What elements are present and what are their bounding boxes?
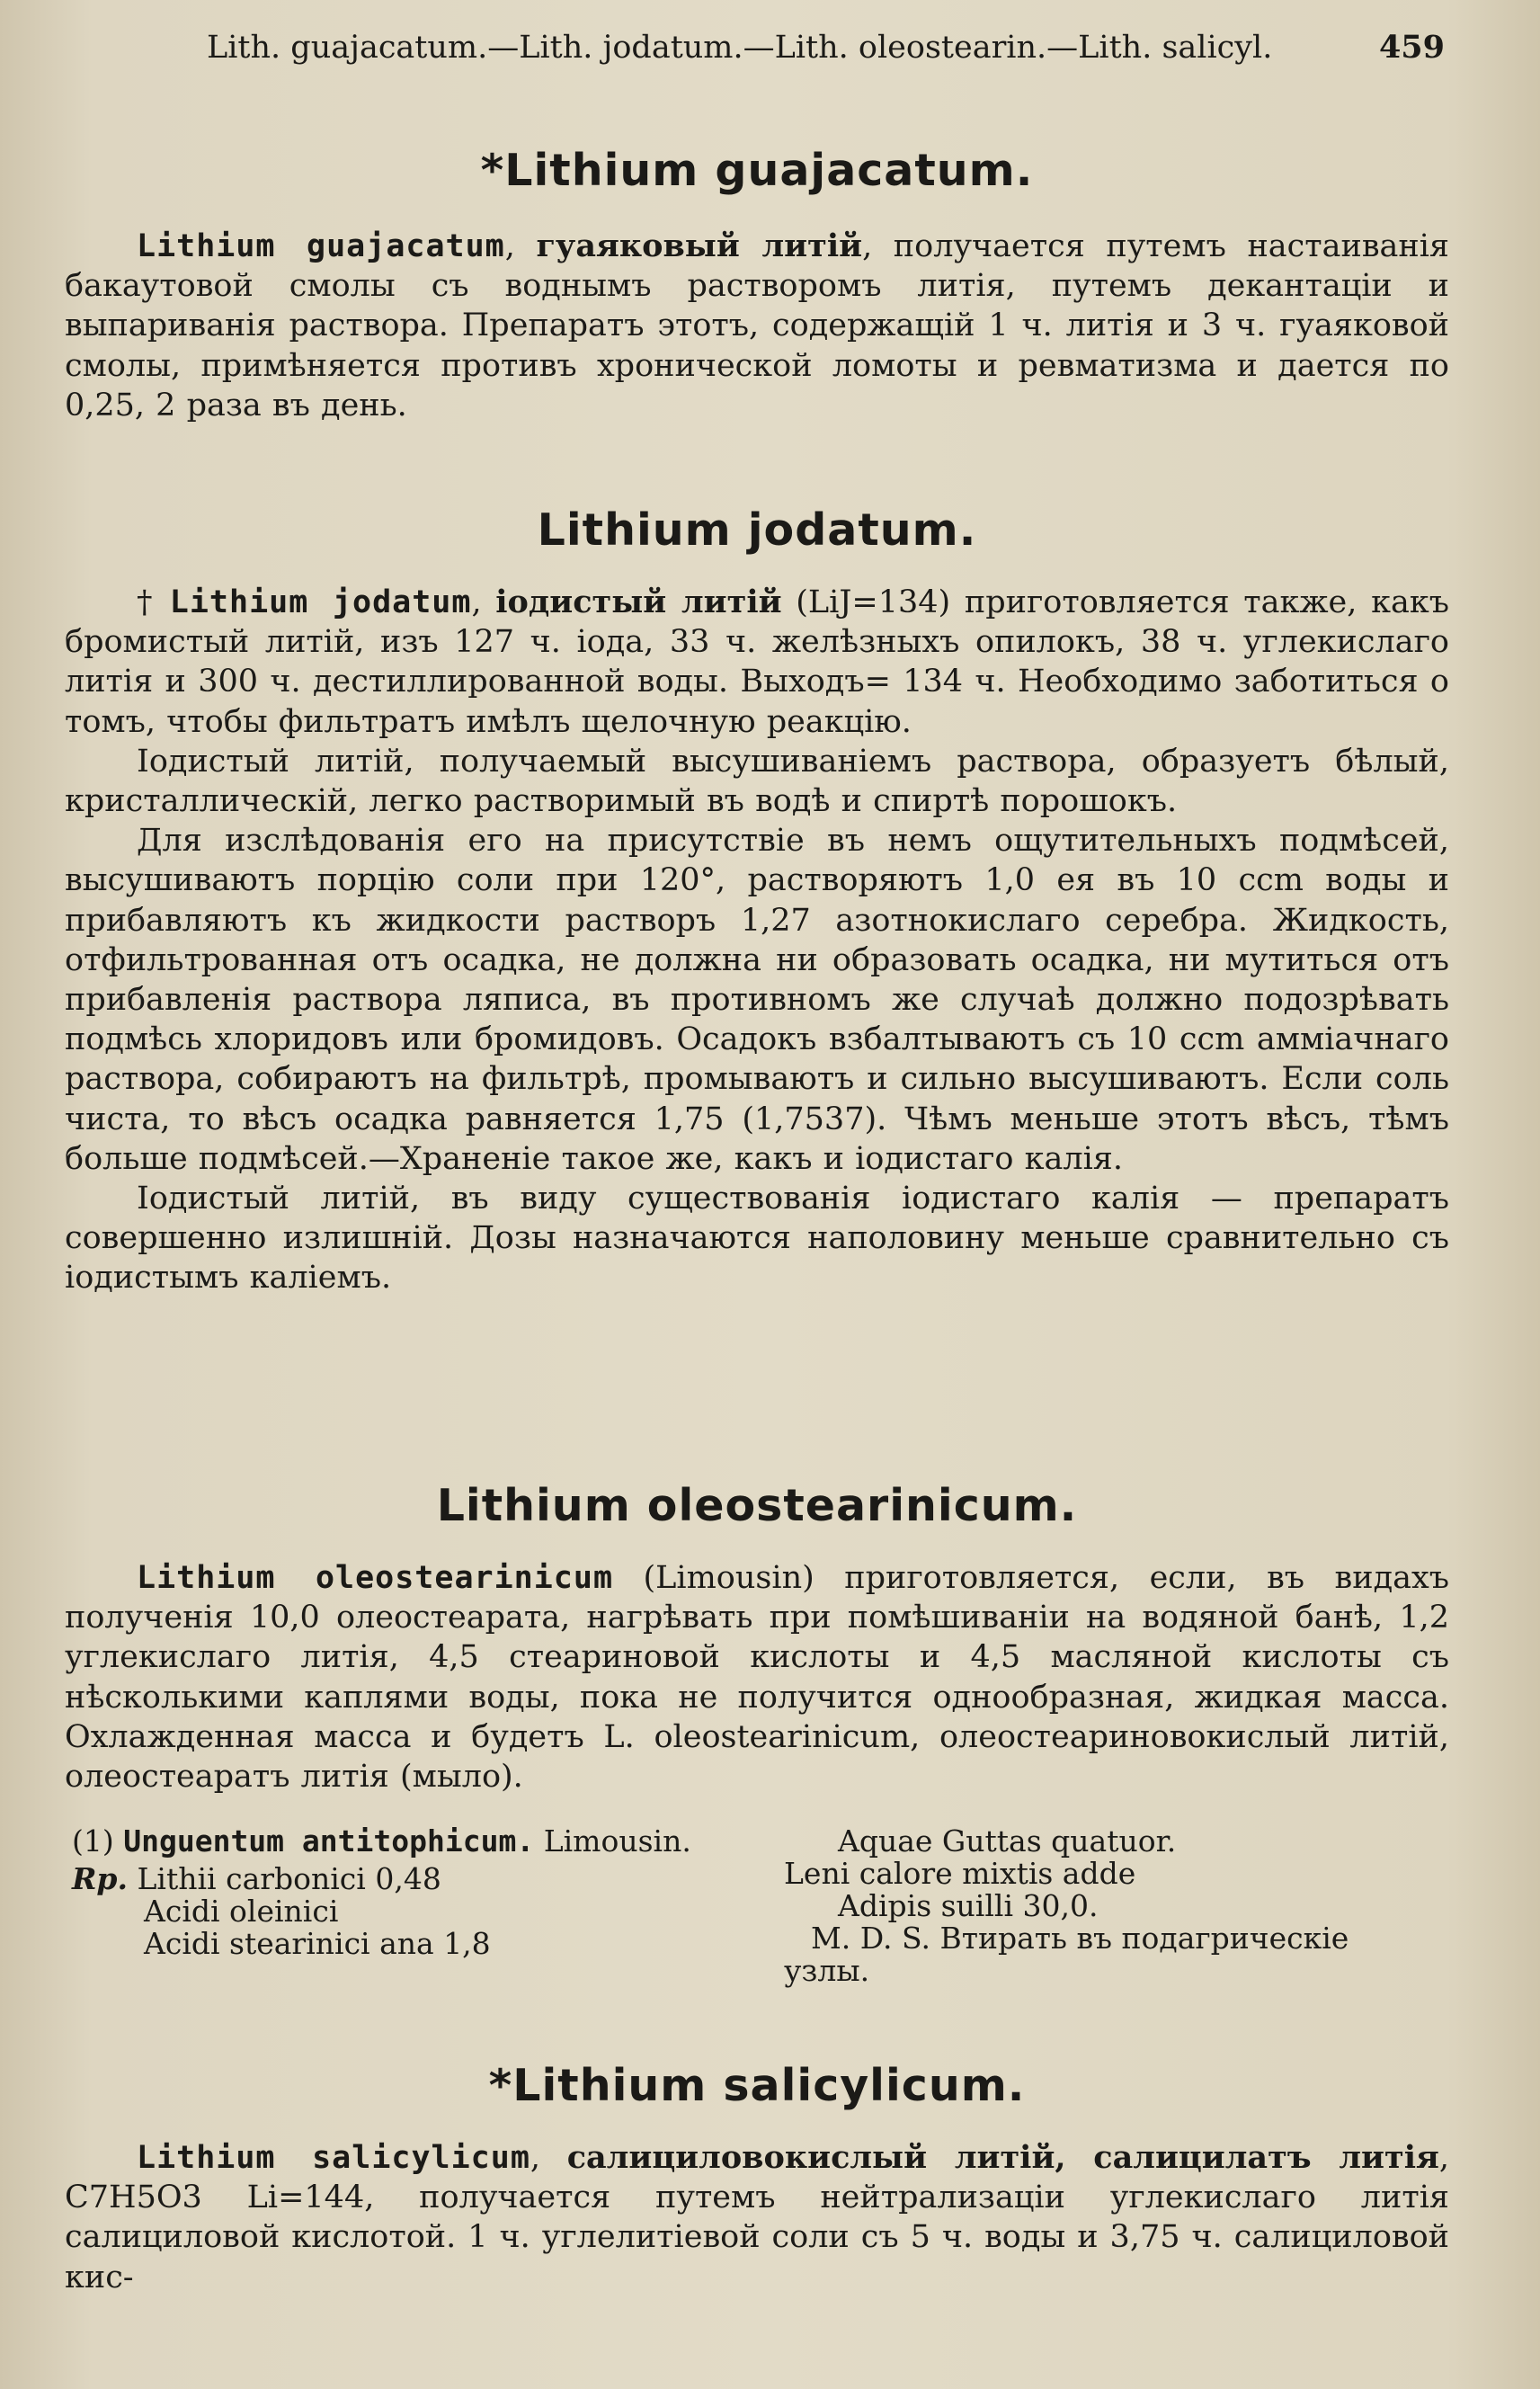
paragraph: Іодистый литій, получаемый высушиваніемъ раствора, образуетъ бѣлый, кристаллическій, легко растворимый въ водѣ и спиртѣ порошокъ. — [65, 743, 1449, 820]
recipe-line: Aquae Guttas quatuor. — [838, 1823, 1177, 1859]
heading-lithium-guajacatum: *Lithium guajacatum. — [480, 145, 1034, 196]
heading-lithium-jodatum: Lithium jodatum. — [537, 504, 977, 556]
recipe-block — [65, 1825, 1454, 1996]
rp-mark: Rp. — [72, 1861, 128, 1896]
paragraph-text: (LiJ=134) приготовляется также, какъ бромистый литій, изъ 127 ч. іода, 33 ч. желѣзныхъ опилокъ, 38 ч. углекислаго литія и 300 ч. дестиллированной воды. Выходъ= 134 ч. Необходимо заботиться о томъ, чтобы фильтратъ имѣлъ щелочную реакцію. — [65, 584, 1449, 740]
paragraph: Іодистый литій, въ виду существованія іодистаго калія — препаратъ совершенно излишній. Дозы назначаются наполовину меньше сравнительно съ іодистымъ каліемъ. — [65, 1181, 1449, 1297]
recipe-ingredient: Lithii carbonici 0,48 — [137, 1861, 441, 1896]
paragraph: † Lithium jodatum, іодистый литій (LiJ=134) приготовляется также, какъ бромистый литій, изъ 127 ч. іода, 33 ч. желѣзныхъ опилокъ, 38 ч. углекислаго литія и 300 ч. дестиллированной воды. Выходъ= 134 ч. Необходимо заботиться о томъ, чтобы фильтратъ имѣлъ щелочную реакцію. — [65, 584, 1449, 740]
section-jodatum-body — [65, 583, 1449, 1298]
section-salicylicum-body — [65, 2138, 1449, 2297]
recipe-line: Adipis suilli 30,0. — [838, 1888, 1099, 1923]
paragraph — [65, 1558, 1449, 1796]
paragraph: Lithium guajacatum, гуаяковый литій, получается путемъ настаиванія бакаутовой смолы съ воднымъ растворомъ литія, путемъ декантаціи и выпариванія раствора. Препаратъ этотъ, содержащій 1 ч. литія и 3 ч. гуаяковой смолы, примѣняется противъ хронической ломоты и ревматизма и дается по 0,25, 2 раза въ день. — [65, 227, 1449, 423]
recipe-author: Limousin. — [534, 1823, 691, 1859]
recipe-name: Unguentum antitophicum. — [123, 1823, 535, 1859]
term-latin: Lithium salicylicum — [137, 2140, 530, 2176]
recipe-line: Acidi stearinici ana 1,8 — [144, 1926, 491, 1961]
running-head — [63, 25, 1452, 70]
term-russian: іодистый литій — [495, 584, 782, 620]
term-latin: Lithium jodatum — [169, 584, 472, 620]
term-latin: Lithium oleostearinicum — [137, 1560, 614, 1596]
term-russian: гуаяковый литій — [536, 227, 863, 264]
running-title: Lith. guajacatum.—Lith. jodatum.—Lith. oleostearin.—Lith. salicyl. — [207, 30, 1273, 66]
recipe-line: Acidi oleinici — [144, 1894, 339, 1929]
term-russian: салициловокислый литій, салицилатъ литія — [566, 2139, 1439, 2176]
paragraph-text: , C7H5O3 Li=144, получается путемъ нейтрализаціи углекислаго литія салициловой кислотой. 1 ч. углелитіевой соли съ 5 ч. воды и 3,75 ч. салициловой кис- — [65, 2140, 1449, 2295]
page-number: 459 — [1378, 29, 1445, 66]
recipe-line: узлы. — [784, 1953, 870, 1988]
term-latin: Lithium guajacatum — [137, 228, 505, 264]
dagger-mark: † — [137, 584, 170, 620]
section-oleostearinicum-body — [65, 1558, 1449, 1796]
heading-lithium-oleostearinicum: Lithium oleostearinicum. — [436, 1480, 1078, 1531]
recipe-title — [72, 1825, 755, 1858]
paragraph: Lithium salicylicum, салициловокислый литій, салицилатъ литія, C7H5O3 Li=144, получается путемъ нейтрализаціи углекислаго литія салициловой кислотой. 1 ч. углелитіевой соли съ 5 ч. воды и 3,75 ч. салициловой кис- — [65, 2139, 1449, 2295]
paragraph-text: , получается путемъ настаиванія бакаутовой смолы съ воднымъ растворомъ литія, путемъ декантаціи и выпариванія раствора. Препаратъ этотъ, содержащій 1 ч. литія и 3 ч. гуаяковой смолы, примѣняется противъ хронической ломоты и ревматизма и дается по 0,25, 2 раза въ день. — [65, 228, 1449, 423]
recipe-right-column — [784, 1825, 1454, 1987]
recipe-line: Leni calore mixtis adde — [784, 1856, 1136, 1891]
heading-lithium-salicylicum: *Lithium salicylicum. — [488, 2060, 1026, 2111]
paragraph: Для изслѣдованія его на присутствіе въ немъ ощутительныхъ подмѣсей, высушиваютъ порцію соли при 120°, растворяютъ 1,0 ея въ 10 ccm воды и прибавляютъ къ жидкости растворъ 1,27 азотнокислаго серебра. Жидкость, отфильтрованная отъ осадка, не должна ни образовать осадка, ни мутиться отъ прибавленія раствора ляписа, въ противномъ же случаѣ должно подозрѣвать подмѣсь хлоридовъ или бромидовъ. Осадокъ взбалтываютъ съ 10 ccm амміачнаго раствора, собираютъ на фильтрѣ, промываютъ и сильно высушиваютъ. Если соль чиста, то вѣсъ осадка равняется 1,75 (1,7537). Чѣмъ меньше этотъ вѣсъ, тѣмъ больше подмѣсей.—Храненіе такое же, какъ и іодистаго калія. — [65, 823, 1449, 1177]
paragraph-text: (Limousin) приготовляется, если, въ видахъ полученія 10,0 олеостеарата, нагрѣвать при помѣшиваніи на водяной банѣ, 1,2 углекислаго литія, 4,5 стеариновой кислоты и 4,5 масляной кислоты съ нѣсколькими каплями воды, пока не получится однообразная, жидкая масса. Охлажденная масса и будетъ L. oleostearinicum, олеостеариновокислый литій, олеостеаратъ литія (мыло). — [65, 1560, 1450, 1796]
recipe-left-column — [72, 1825, 755, 1960]
recipe-number: (1) — [72, 1823, 124, 1859]
recipe-line: M. D. S. Втирать въ подагрическіе — [811, 1921, 1349, 1956]
section-guajacatum-body — [65, 227, 1449, 425]
recipe-line — [72, 1863, 755, 1895]
